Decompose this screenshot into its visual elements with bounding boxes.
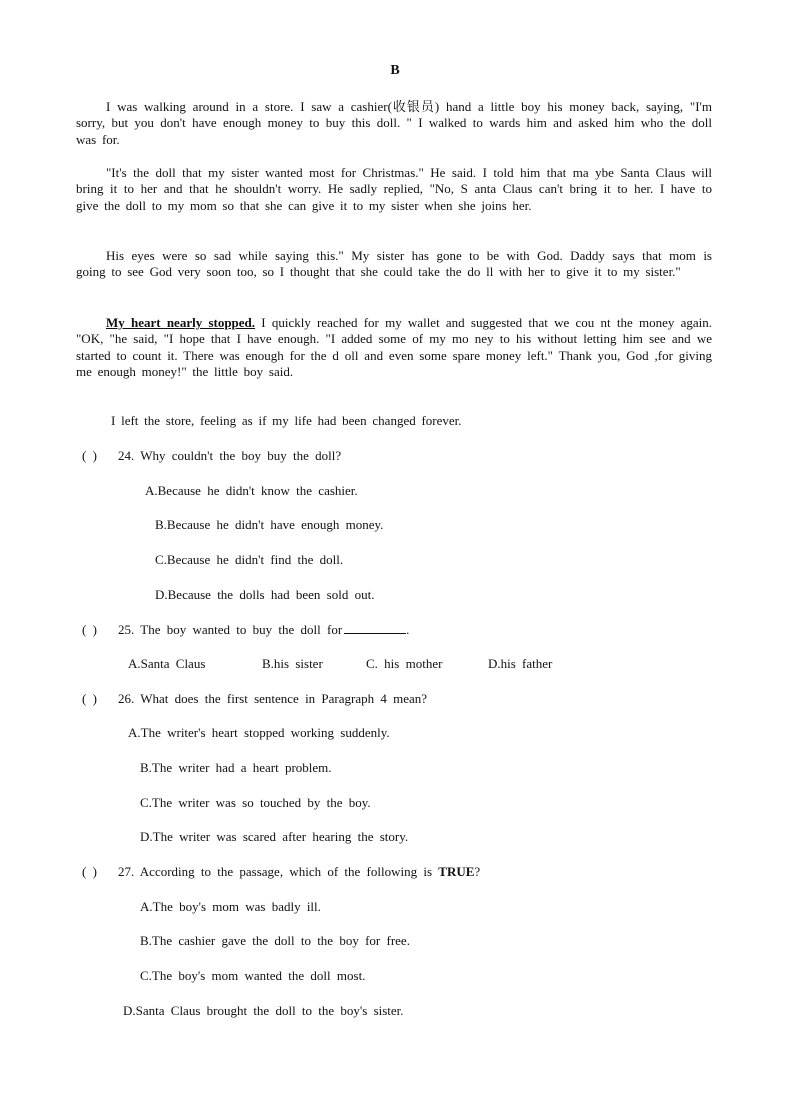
question-24-stem: 24. Why couldn't the boy buy the doll?: [118, 448, 342, 463]
section-title: B: [390, 63, 400, 78]
question-27-stem: 27. According to the passage, which of the following is: [118, 864, 433, 879]
option-24-c[interactable]: C.Because he didn't find the doll.: [155, 552, 344, 567]
option-24-b[interactable]: B.Because he didn't have enough money.: [155, 517, 384, 532]
passage-paragraph-2: "It's the doll that my sister wanted most for Christmas." He said. I told him that ma ybe Santa Claus will bring it to her and that he shouldn't worry. He sadly replied, "No, S anta Claus can't bring it to her. I have to give the doll to my mom so that she can give it to my sister when she joins her.: [76, 165, 712, 213]
paragraph-4-text: I quickly reached for my wallet and suggested that we cou nt the money again. "OK, "he said, "I hope that I have enough. "I added some of my mo ney to his without letting him see and we started to count it. There was enough for the d oll and even some spare money left." Thank you, God ,for giving me enough money!" the little boy said.: [76, 315, 712, 380]
answer-blank-25[interactable]: ( ): [82, 622, 97, 637]
question-25-stem: 25. The boy wanted to buy the doll for: [118, 622, 343, 637]
option-27-a[interactable]: A.The boy's mom was badly ill.: [140, 899, 321, 914]
question-27: [82, 864, 480, 880]
question-27-end: ?: [474, 864, 481, 879]
option-25-c[interactable]: C. his mother: [366, 656, 443, 671]
option-26-b[interactable]: B.The writer had a heart problem.: [140, 760, 332, 775]
option-25-b[interactable]: B.his sister: [262, 656, 323, 671]
question-26: [82, 691, 427, 707]
answer-blank-24[interactable]: ( ): [82, 448, 97, 463]
answer-blank-27[interactable]: ( ): [82, 864, 97, 879]
question-25: [82, 621, 409, 638]
question-26-stem: 26. What does the first sentence in Paragraph 4 mean?: [118, 691, 428, 706]
option-27-b[interactable]: B.The cashier gave the doll to the boy for free.: [140, 933, 410, 948]
option-26-a[interactable]: A.The writer's heart stopped working suddenly.: [128, 725, 390, 740]
underlined-sentence: My heart nearly stopped.: [106, 315, 256, 330]
emphasis-true: TRUE: [438, 864, 475, 879]
passage-paragraph-5: I left the store, feeling as if my life had been changed forever.: [111, 413, 462, 428]
option-26-c[interactable]: C.The writer was so touched by the boy.: [140, 795, 371, 810]
question-25-end: .: [406, 622, 410, 637]
option-26-d[interactable]: D.The writer was scared after hearing the story.: [140, 829, 409, 844]
answer-blank-26[interactable]: ( ): [82, 691, 97, 706]
fill-in-blank-line[interactable]: [344, 621, 406, 634]
option-24-a[interactable]: A.Because he didn't know the cashier.: [145, 483, 358, 498]
passage-paragraph-1: I was walking around in a store. I saw a cashier(收银员) hand a little boy his money back, saying, "I'm sorry, but you don't have enough money to buy this doll. " I walked to wards him and asked him who the doll was for.: [76, 99, 712, 147]
option-24-d[interactable]: D.Because the dolls had been sold out.: [155, 587, 375, 602]
option-25-d[interactable]: D.his father: [488, 656, 553, 671]
option-25-a[interactable]: A.Santa Claus: [128, 656, 206, 671]
question-24: [82, 448, 341, 464]
option-27-d[interactable]: D.Santa Claus brought the doll to the boy's sister.: [123, 1003, 404, 1018]
passage-paragraph-4: [76, 315, 712, 381]
option-27-c[interactable]: C.The boy's mom wanted the doll most.: [140, 968, 366, 983]
passage-paragraph-3: His eyes were so sad while saying this." My sister has gone to be with God. Daddy says that mom is going to see God very soon too, so I thought that she could take the do ll with her to give it to my sister.": [76, 248, 712, 280]
